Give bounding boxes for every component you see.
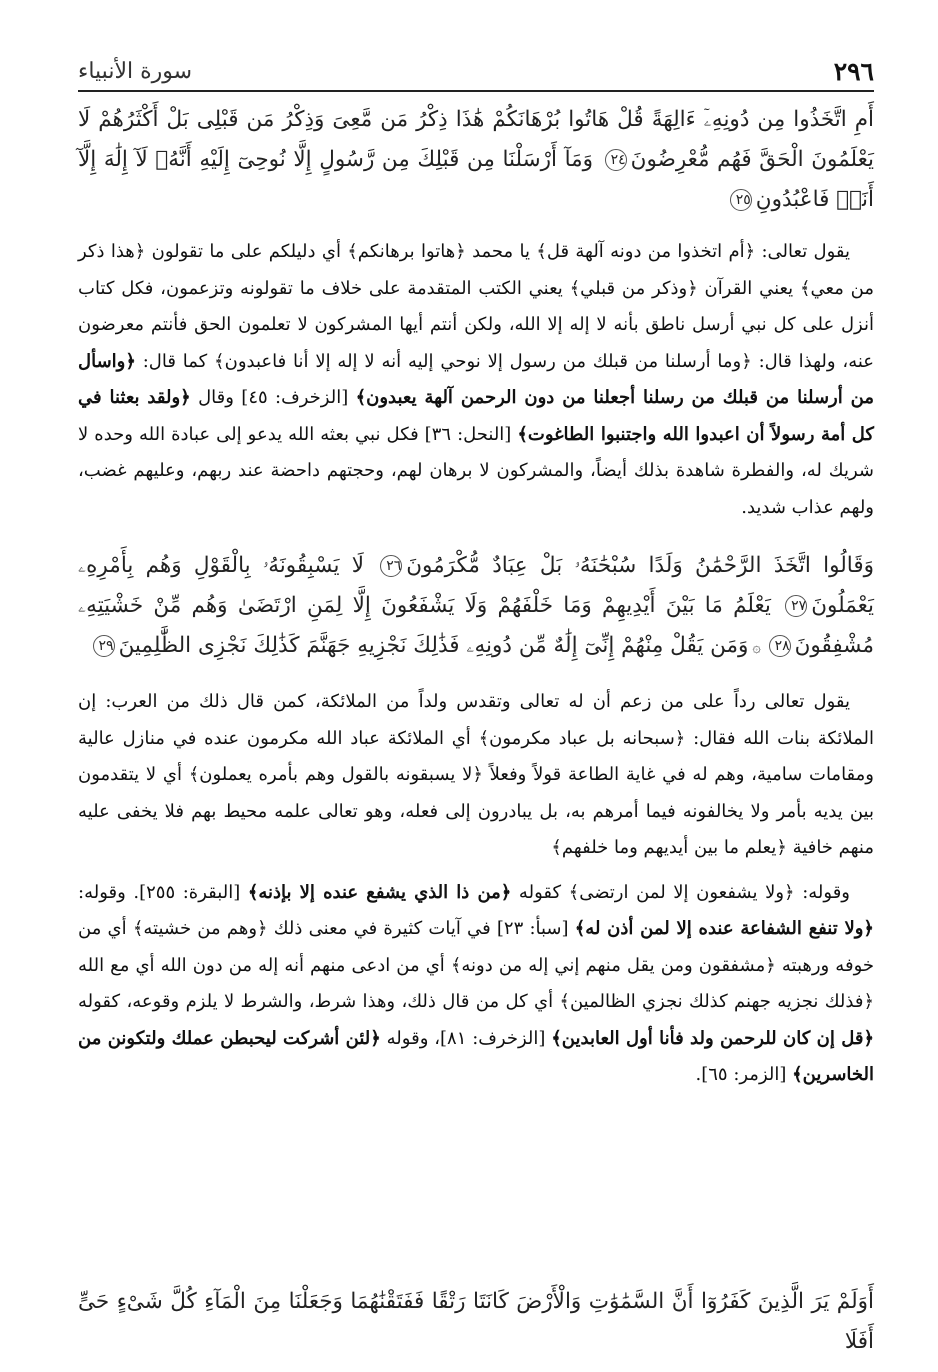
commentary-text: أي من خوفه ورهبته <box>78 918 874 976</box>
tafsir-paragraph <box>78 684 874 867</box>
quoted-verse-bold: ﴿ولقد بعثنا في كل أمة رسولاً أن اعبدوا الله واجتنبوا الطاغوت﴾ <box>78 387 874 445</box>
quran-verses-26-29 <box>78 546 874 668</box>
commentary-text: كما قال: <box>135 350 215 372</box>
hizb-star-icon: ۞ <box>752 640 761 656</box>
commentary-text: [الزخرف: ٤٥] وقال <box>190 387 356 408</box>
quoted-verse: ﴿أم اتخذوا من دونه آلهة قل﴾ <box>536 241 756 262</box>
commentary-text: أي كل من قال ذلك، وهذا شرط، والشرط لا يلزم وقوعه، كقوله <box>78 991 560 1012</box>
verse-text: وَمَن يَقُلْ مِنْهُمْ إِنِّىٓ إِلَٰهٌ مِّن دُونِهِۦ فَذَٰلِكَ نَجْزِيهِ جَهَنَّمَ كَذَٰلِكَ نَجْزِى الظَّٰلِمِينَ <box>118 633 749 658</box>
verse-text: وَمَآ أَرْسَلْنَا مِن قَبْلِكَ مِن رَّسُولٍ إِلَّا نُوحِىٓ إِلَيْهِ أَنَّهُۥ لَآ إِلَٰهَ إِلَّآ أَنَا۠ فَاعْبُدُونِ <box>78 147 874 212</box>
quoted-verse: ﴿مشفقون ومن يقل منهم إني إله من دونه﴾ <box>450 954 776 976</box>
quoted-verse: ﴿وهم من خشيته﴾ <box>132 918 268 939</box>
verse-text: وَقَالُوا اتَّخَذَ الرَّحْمَٰنُ وَلَدًا سُبْحَٰنَهُۥ بَلْ عِبَادٌ مُّكْرَمُونَ <box>406 553 874 578</box>
commentary-text: كقوله <box>511 881 569 903</box>
tafsir-paragraph <box>78 234 874 526</box>
quoted-verse-bold: ﴿ولا تنفع الشفاعة عنده إلا لمن أذن له﴾ <box>574 918 874 939</box>
quoted-verse-bold: ﴿واسأل من أرسلنا من قبلك من رسلنا أجعلنا من دون الرحمن آلهة يعبدون﴾ <box>78 350 874 408</box>
quoted-verse: ﴿سبحانه بل عباد مكرمون﴾ <box>478 727 686 749</box>
quoted-verse: ﴿لا يسبقونه بالقول وهم بأمره يعملون﴾ <box>188 764 483 785</box>
ayah-number-marker: ٢٥ <box>730 189 752 211</box>
commentary-text: يا محمد <box>465 241 537 262</box>
commentary-text: يقول تعالى: <box>755 241 851 262</box>
quoted-verse-bold: ﴿من ذا الذي يشفع عنده إلا بإذنه﴾ <box>247 881 512 903</box>
ayah-number-marker: ٢٧ <box>785 595 807 617</box>
commentary-text: [سبأ: ٢٣] في آيات كثيرة في معنى ذلك <box>267 918 575 939</box>
quoted-verse: ﴿وما أرسلنا من قبلك من رسول إلا نوحي إليه أنه لا إله إلا أنا فاعبدون﴾ <box>214 350 752 372</box>
ayah-number-marker: ٢٤ <box>605 149 627 171</box>
ayah-number-marker: ٢٨ <box>769 635 791 657</box>
verse-text: لَا يَسْبِقُونَهُۥ بِالْقَوْلِ وَهُم بِأَمْرِهِۦ يَعْمَلُونَ <box>78 553 874 618</box>
commentary-text: يعني الكتب المتقدمة على خلاف ما تقولونه وتزعمون، فكل كتاب أنزل على كل نبي أرسل ناطق بأنه لا إله إلا الله، ولكن أنتم أيها المشركون لا تعلمون الحق فأنتم معرضون عنه، ولهذا قال: <box>78 277 875 372</box>
quoted-verse: ﴿يعلم ما بين أيديهم وما خلفهم﴾ <box>551 837 787 858</box>
tafsir-paragraph <box>78 875 874 1094</box>
quoted-verse-bold: ﴿لئن أشركت ليحبطن عملك ولتكونن من الخاسرين﴾ <box>78 1027 874 1085</box>
verse-text: أَمِ اتَّخَذُوا مِن دُونِهِۦٓ ءَالِهَةً قُلْ هَاتُوا بُرْهَانَكُمْ هَٰذَا ذِكْرُ مَن مَّعِىَ وَذِكْرُ مَن قَبْلِى بَلْ أَكْثَرُهُمْ لَا يَعْلَمُونَ الْحَقَّ فَهُم مُّعْرِضُونَ <box>78 107 874 172</box>
ayah-number-marker: ٢٩ <box>93 635 115 657</box>
quoted-verse: ﴿هذا ذكر من معي﴾ <box>78 241 874 299</box>
page-content <box>78 100 874 1094</box>
commentary-text: أي دليلكم على ما تقولون <box>145 241 348 262</box>
quoted-verse: ﴿هاتوا برهانكم﴾ <box>347 241 466 262</box>
commentary-text: [البقرة: ٢٥٥]. وقوله: <box>78 881 248 903</box>
surah-name: سورة الأنبياء <box>78 58 193 84</box>
commentary-text: [الزخرف: ٨١]، وقوله <box>380 1027 552 1049</box>
ayah-number-marker: ٢٦ <box>380 555 402 577</box>
quran-verses-24-25 <box>78 100 874 220</box>
commentary-text: أي من ادعى منهم أنه إله من دون الله أي مع الله <box>78 954 451 976</box>
commentary-text: أي لا يتقدمون بين يديه بأمر ولا يخالفونه فيما أمرهم به، بل يبادرون إلى فعله، وهو تعالى علمه محيط بهم فلا يخفى عليه منهم خافية <box>78 764 874 858</box>
page-header <box>78 52 874 92</box>
commentary-text: وقوله: <box>794 881 850 903</box>
commentary-text: [الزمر: ٦٥]. <box>695 1064 793 1085</box>
commentary-text: [النحل: ٣٦] فكل نبي بعثه الله يدعو إلى عبادة الله وحده لا شريك له، والفطرة شاهدة بذلك أيضاً، والمشركون لا برهان لهم، وحجتهم داحضة عند ربهم، وعليهم غضب، ولهم عذاب شديد. <box>78 423 874 518</box>
verse-text: يَعْلَمُ مَا بَيْنَ أَيْدِيهِمْ وَمَا خَلْفَهُمْ وَلَا يَشْفَعُونَ إِلَّا لِمَنِ ارْتَضَىٰ وَهُم مِّنْ خَشْيَتِهِۦ مُشْفِقُونَ <box>78 593 874 658</box>
page-number: ٢٩٦ <box>833 56 874 86</box>
commentary-text: أي الملائكة عباد الله مكرمون عنده في منازل عالية ومقامات سامية، وهم له في غاية الطاعة قولاً وفعلاً <box>78 727 874 785</box>
quran-verse-30-start <box>78 1282 874 1362</box>
quoted-verse-bold: ﴿قل إن كان للرحمن ولد فأنا أول العابدين﴾ <box>551 1027 875 1049</box>
quoted-verse: ﴿وذكر من قبلي﴾ <box>569 277 698 299</box>
quoted-verse: ﴿ولا يشفعون إلا لمن ارتضى﴾ <box>568 881 795 903</box>
commentary-text: يعني القرآن <box>697 277 800 299</box>
commentary-text: يقول تعالى رداً على من زعم أن له تعالى وتقدس ولداً من الملائكة، كمن قال ذلك من العرب: إن الملائكة بنات الله فقال: <box>78 691 874 749</box>
verse-text: أَوَلَمْ يَرَ الَّذِينَ كَفَرُوٓا أَنَّ السَّمَٰوَٰتِ وَالْأَرْضَ كَانَتَا رَتْقًا فَفَتَقْنَٰهُمَا وَجَعَلْنَا مِنَ الْمَآءِ كُلَّ شَىْءٍ حَىٍّ أَفَلَا <box>78 1289 874 1354</box>
quoted-verse: ﴿فذلك نجزيه جهنم كذلك نجزي الظالمين﴾ <box>559 991 875 1012</box>
